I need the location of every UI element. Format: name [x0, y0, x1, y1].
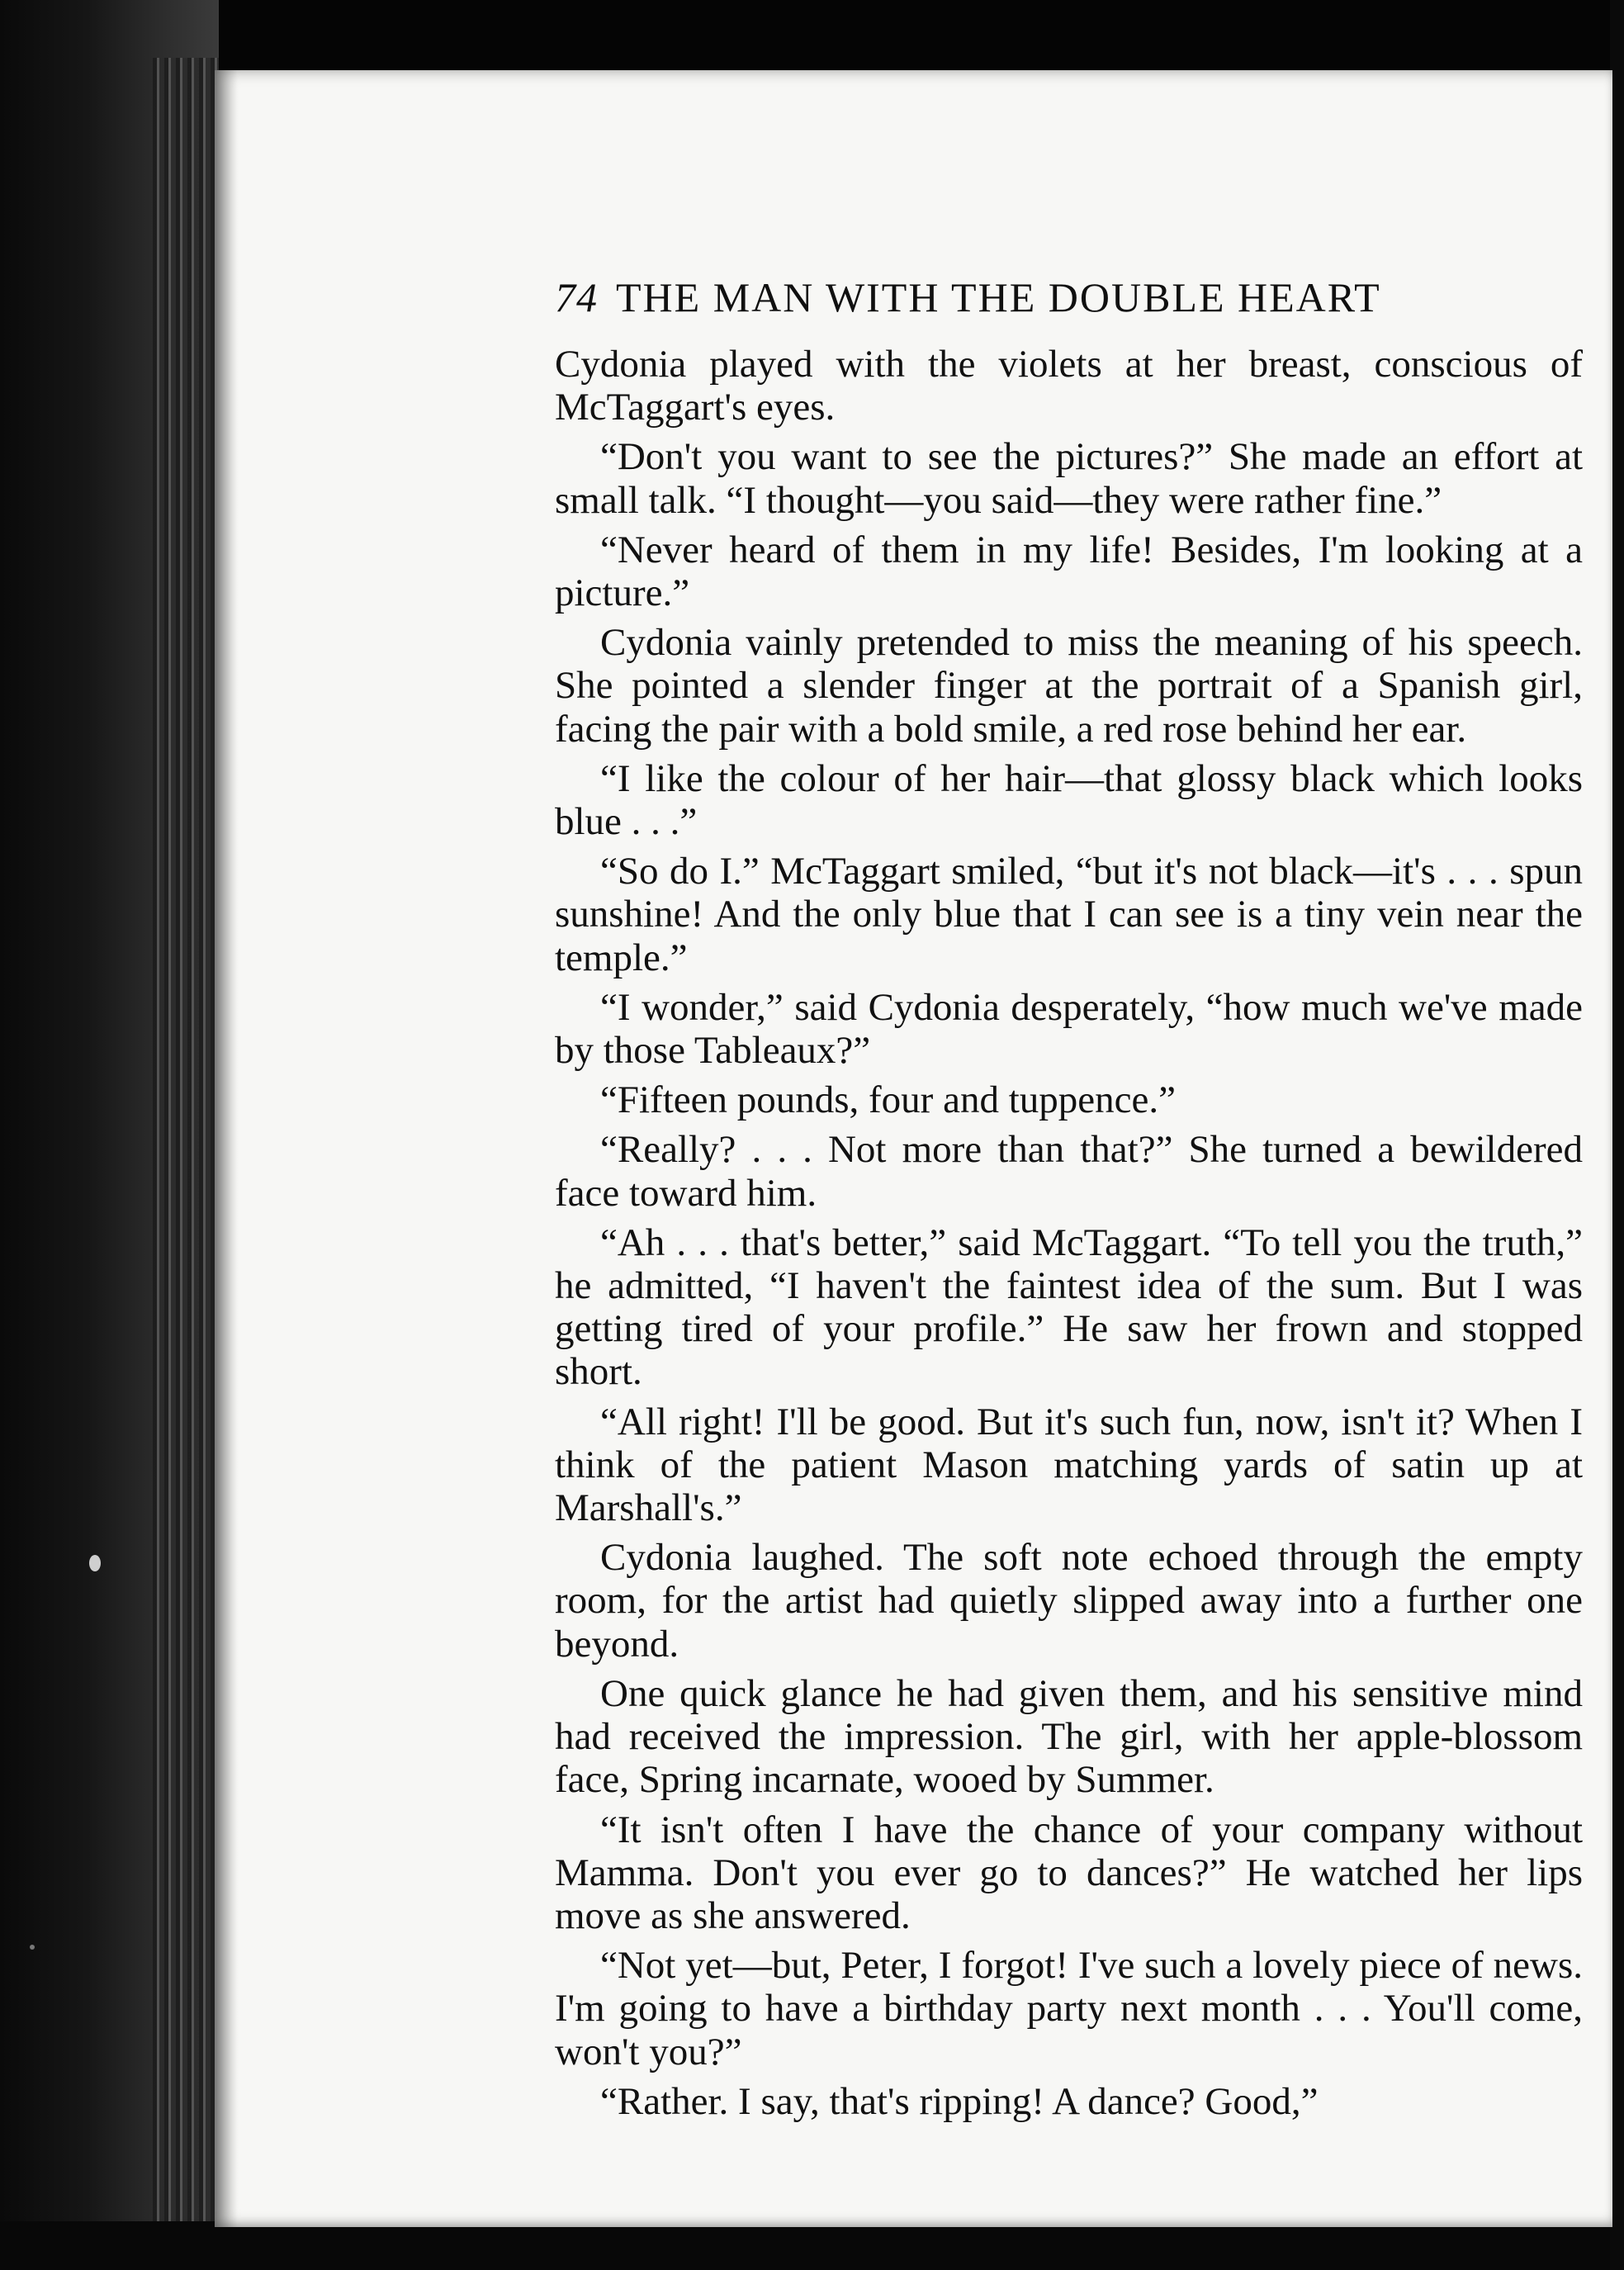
scan-top-border — [0, 0, 1624, 78]
page-number: 74 — [555, 274, 598, 320]
paragraph: “Never heard of them in my life! Besides, I'm looking at a picture.” — [555, 528, 1583, 615]
paragraph: “So do I.” McTaggart smiled, “but it's not black—it's . . . spun sunshine! And the only blue that I can see is a tiny vein near the temple.” — [555, 850, 1583, 979]
paragraph: “Really? . . . Not more than that?” She turned a bewildered face toward him. — [555, 1128, 1583, 1215]
scan-bottom-border — [0, 2221, 1624, 2270]
paragraph: Cydonia played with the violets at her breast, conscious of McTaggart's eyes. — [555, 343, 1583, 429]
scan-speck — [30, 1945, 35, 1950]
paragraph: “I like the colour of her hair—that glossy black which looks blue . . .” — [555, 756, 1583, 844]
paragraph: “Ah . . . that's better,” said McTaggart. “To tell you the truth,” he admitted, “I haven't the faintest idea of the sum. But I was getting tired of your profile.” He saw her frown and stopped short. — [555, 1220, 1583, 1394]
running-head: THE MAN WITH THE DOUBLE HEART — [616, 274, 1381, 320]
page-header — [555, 272, 1504, 322]
paragraph: “It isn't often I have the chance of your company without Mamma. Don't you ever go to dances?” He watched her lips move as she answered. — [555, 1808, 1583, 1937]
paragraph: “Not yet—but, Peter, I forgot! I've such a lovely piece of news. I'm going to have a birthday party next month . . . You'll come, won't you?” — [555, 1944, 1583, 2073]
spine-edge-stripes — [153, 58, 219, 2270]
scan-speck — [89, 1555, 101, 1571]
paragraph: “Don't you want to see the pictures?” She made an effort at small talk. “I thought—you said—they were rather fine.” — [555, 435, 1583, 522]
paragraph: “Rather. I say, that's ripping! A dance? Good,” — [600, 2079, 1319, 2123]
paragraph: “I wonder,” said Cydonia desperately, “how much we've made by those Tableaux?” — [555, 985, 1583, 1073]
gutter-shadow — [215, 70, 238, 2227]
paragraph: Cydonia laughed. The soft note echoed through the empty room, for the artist had quietly slipped away into a further one beyond. — [555, 1536, 1583, 1666]
paragraph: “All right! I'll be good. But it's such fun, now, isn't it? When I think of the patient Mason matching yards of satin up at Marshall's.” — [555, 1400, 1583, 1530]
paragraph: Cydonia vainly pretended to miss the meaning of his speech. She pointed a slender finger at the portrait of a Spanish girl, facing the pair with a bold smile, a red rose behind her ear. — [555, 621, 1583, 751]
paragraph: One quick glance he had given them, and his sensitive mind had received the impression. The girl, with her apple-blossom face, Spring incarnate, wooed by Summer. — [555, 1671, 1583, 1802]
body-text — [555, 343, 1583, 2123]
paragraph: “Fifteen pounds, four and tuppence.” — [600, 1078, 1176, 1122]
